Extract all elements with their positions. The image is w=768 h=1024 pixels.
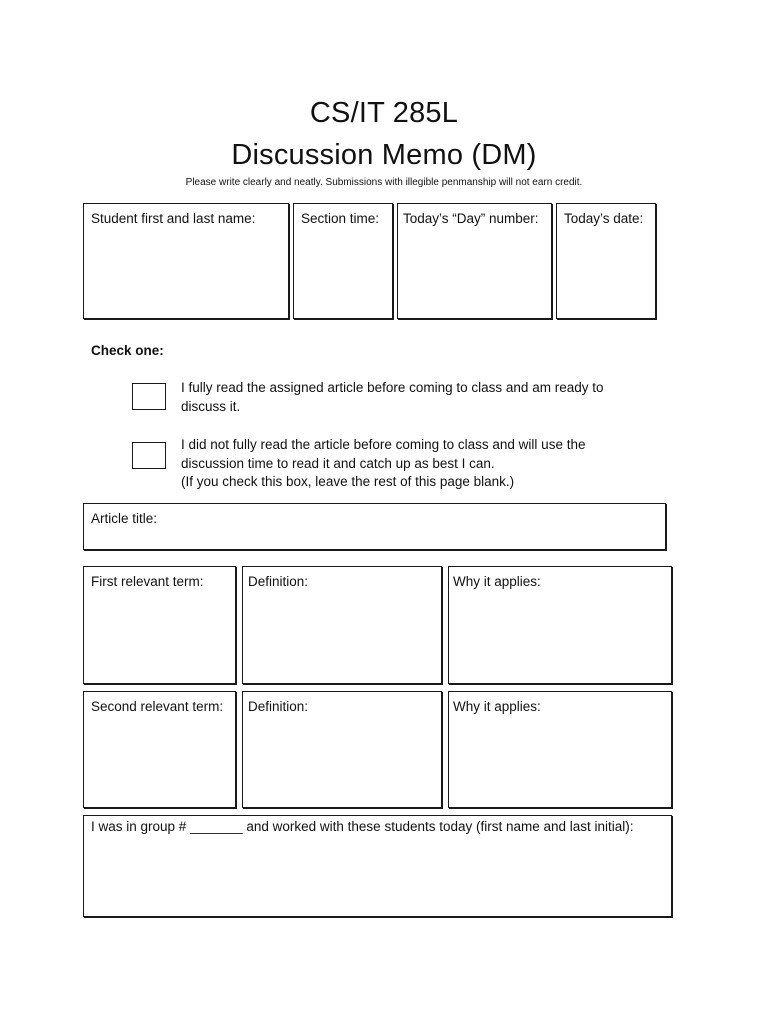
not-read-article-checkbox[interactable] xyxy=(132,442,166,469)
group-label: I was in group # _______ and worked with these students today (first name and last initial): xyxy=(91,819,634,834)
article-title-field[interactable] xyxy=(83,503,666,550)
read-article-option-text xyxy=(181,379,651,416)
not-read-article-line-1: I did not fully read the article before coming to class and will use the xyxy=(181,437,586,452)
second-why-label: Why it applies: xyxy=(453,699,541,714)
instructions-text: Please write clearly and neatly. Submissions with illegible penmanship will not earn credit. xyxy=(185,177,583,188)
section-time-field[interactable] xyxy=(293,203,393,319)
first-why-field[interactable] xyxy=(448,566,672,684)
page-title: Discussion Memo (DM) xyxy=(231,139,537,171)
course-title: CS/IT 285L xyxy=(309,97,459,129)
second-term-field[interactable] xyxy=(83,691,236,808)
first-definition-field[interactable] xyxy=(242,566,442,684)
first-term-label: First relevant term: xyxy=(91,574,204,589)
date-label: Today’s date: xyxy=(564,211,644,226)
first-definition-label: Definition: xyxy=(248,574,309,589)
day-number-label: Today’s “Day” number: xyxy=(403,211,539,226)
second-definition-label: Definition: xyxy=(248,699,309,714)
not-read-article-line-3: (If you check this box, leave the rest of this page blank.) xyxy=(181,474,515,489)
day-number-field[interactable] xyxy=(397,203,552,319)
not-read-article-option-text xyxy=(181,436,651,492)
student-name-field[interactable] xyxy=(83,203,289,319)
read-article-line-1: I fully read the assigned article before coming to class and am ready to xyxy=(181,380,604,395)
second-why-field[interactable] xyxy=(448,691,672,808)
section-time-label: Section time: xyxy=(301,211,380,226)
group-field[interactable] xyxy=(83,815,672,917)
first-term-field[interactable] xyxy=(83,566,236,684)
read-article-line-2: discuss it. xyxy=(181,398,241,414)
read-article-checkbox[interactable] xyxy=(132,383,166,410)
date-field[interactable] xyxy=(556,203,656,319)
second-term-label: Second relevant term: xyxy=(91,699,224,714)
check-one-heading: Check one: xyxy=(91,343,164,358)
second-definition-field[interactable] xyxy=(242,691,442,808)
first-why-label: Why it applies: xyxy=(453,574,541,589)
not-read-article-line-2: discussion time to read it and catch up as best I can. xyxy=(181,455,495,471)
article-title-label: Article title: xyxy=(91,511,158,526)
student-name-label: Student first and last name: xyxy=(91,211,256,226)
